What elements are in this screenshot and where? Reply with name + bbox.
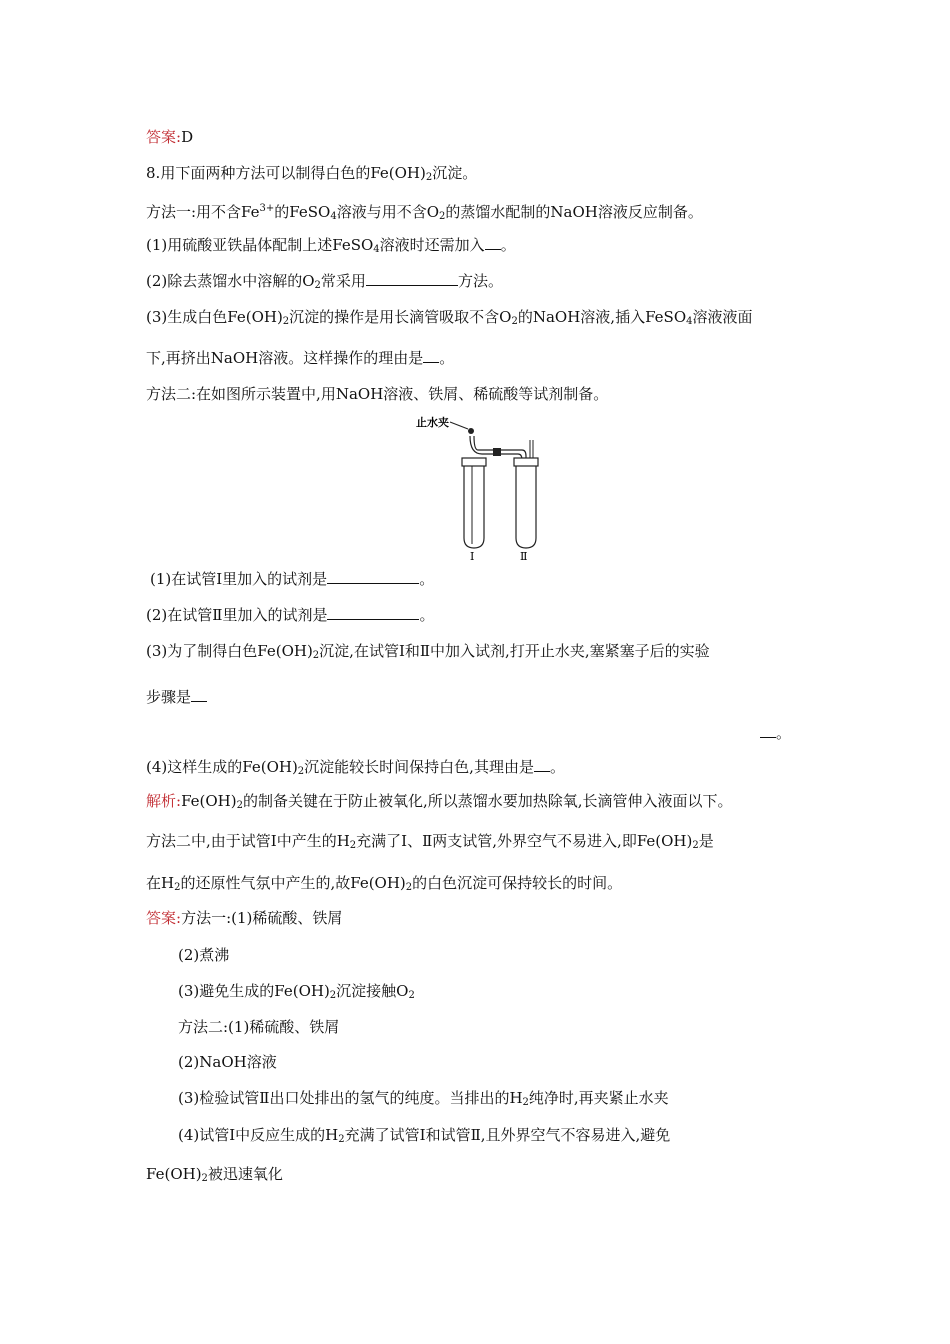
- method1-q2: [146, 271, 503, 296]
- test-tube-2: [516, 466, 536, 548]
- text: 的NaOH溶液,插入FeSO: [517, 308, 687, 326]
- method1-q3: [146, 307, 753, 332]
- answer-line-2: (2)煮沸: [178, 946, 230, 964]
- text: 。: [419, 570, 435, 588]
- test-tube-1: [464, 466, 484, 548]
- text: 。: [419, 606, 435, 624]
- answer-blank[interactable]: [423, 348, 439, 363]
- tube-2-label: Ⅱ: [520, 550, 528, 560]
- method1-q3-cont: [146, 348, 454, 368]
- text: 下,再挤出NaOH溶液。这样操作的理由是: [146, 349, 424, 367]
- text: 沉淀接触O: [336, 982, 409, 1000]
- text: (1)在试管Ⅰ里加入的试剂是: [150, 570, 328, 588]
- answer-line-8: [146, 1164, 283, 1189]
- text: Fe(OH): [181, 792, 237, 810]
- answer-line-4: 方法二:(1)稀硫酸、铁屑: [178, 1018, 340, 1036]
- subscript: 2: [282, 316, 290, 327]
- subscript: 2: [236, 800, 243, 811]
- subscript: 4: [330, 211, 337, 222]
- analysis-line-1: [146, 791, 733, 816]
- text: 纯净时,再夹紧止水夹: [528, 1089, 669, 1107]
- analysis-line-3: [146, 873, 622, 898]
- text: 沉淀的操作是用长滴管吸取不含O: [289, 308, 512, 326]
- answer-line-7: [178, 1125, 670, 1150]
- method2-q3-end: [760, 723, 791, 743]
- text: 方法二中,由于试管Ⅰ中产生的H: [146, 832, 350, 850]
- answer-line-3: [178, 981, 415, 1006]
- text: 用下面两种方法可以制得白色的Fe(OH): [160, 164, 426, 182]
- text: (3)检验试管Ⅱ出口处排出的氢气的纯度。当排出的H: [178, 1089, 523, 1107]
- subscript: 2: [439, 211, 446, 222]
- text: 常采用: [320, 272, 366, 290]
- subscript: 2: [522, 1097, 529, 1108]
- text: 的FeSO: [274, 203, 331, 221]
- answer-line-1: [146, 908, 342, 928]
- text: 。: [500, 236, 516, 254]
- text: 在H: [146, 874, 175, 892]
- text: 充满了试管Ⅰ和试管Ⅱ,且外界空气不容易进入,避免: [344, 1126, 671, 1144]
- subscript: 2: [511, 316, 518, 327]
- method1-q1: [146, 235, 516, 260]
- clamp-label: 止水夹: [416, 416, 449, 429]
- text: 方法一:(1)稀硫酸、铁屑: [181, 909, 343, 927]
- text: 。: [776, 724, 792, 742]
- text: (2)除去蒸馏水中溶解的O: [146, 272, 315, 290]
- text: 沉淀。: [432, 164, 478, 182]
- method2-desc: 方法二:在如图所示装置中,用NaOH溶液、铁屑、稀硫酸等试剂制备。: [146, 385, 609, 403]
- text: 。: [439, 349, 455, 367]
- method2-q3: [146, 641, 710, 666]
- clamp-pointer: [450, 422, 468, 429]
- analysis-line-2: [146, 831, 714, 856]
- text: 充满了Ⅰ、Ⅱ两支试管,外界空气不易进入,即Fe(OH): [356, 832, 693, 850]
- text: (1)用硫酸亚铁晶体配制上述FeSO: [146, 236, 374, 254]
- test-tube-apparatus-figure: [410, 410, 550, 560]
- question-number: 8.: [146, 164, 161, 182]
- text: 方法。: [457, 272, 503, 290]
- text: 的还原性气氛中产生的,故Fe(OH): [180, 874, 406, 892]
- method2-q1: [150, 569, 434, 589]
- text: (3)为了制得白色Fe(OH): [146, 642, 313, 660]
- subscript: 2: [349, 840, 357, 851]
- answer-label: 答案:: [146, 128, 182, 146]
- answer-blank[interactable]: [760, 723, 776, 738]
- stopper-1: [462, 458, 486, 466]
- method2-q4: [146, 757, 565, 782]
- text: 。: [549, 758, 565, 776]
- text: 的白色沉淀可保持较长的时间。: [412, 874, 623, 892]
- subscript: 4: [686, 316, 693, 327]
- q7-answer: [146, 127, 193, 147]
- text: 方法一:用不含Fe: [146, 203, 260, 221]
- answer-value: D: [181, 128, 194, 146]
- superscript: 3+: [259, 203, 275, 214]
- text: (2)在试管Ⅱ里加入的试剂是: [146, 606, 328, 624]
- text: 溶液与用不含O: [336, 203, 440, 221]
- answer-label: 答案:: [146, 909, 182, 927]
- text: (4)试管Ⅰ中反应生成的H: [178, 1126, 339, 1144]
- answer-blank[interactable]: [327, 569, 419, 584]
- method2-q2: [146, 605, 434, 625]
- text: (4)这样生成的Fe(OH): [146, 758, 298, 776]
- answer-blank[interactable]: [366, 271, 458, 286]
- text: 步骤是: [146, 688, 192, 706]
- answer-blank[interactable]: [327, 605, 419, 620]
- answer-blank[interactable]: [485, 235, 501, 250]
- text: 被迅速氧化: [207, 1165, 283, 1183]
- answer-blank[interactable]: [534, 757, 550, 772]
- text: (3)生成白色Fe(OH): [146, 308, 283, 326]
- subscript: 2: [408, 990, 415, 1001]
- answer-blank[interactable]: [191, 687, 207, 702]
- method1-desc: [146, 199, 703, 227]
- text: Fe(OH): [146, 1165, 202, 1183]
- answer-line-5: (2)NaOH溶液: [178, 1053, 277, 1071]
- subscript: 2: [329, 990, 337, 1001]
- answer-line-6: [178, 1088, 669, 1113]
- subscript: 2: [338, 1134, 345, 1145]
- subscript: 2: [405, 882, 413, 893]
- subscript: 2: [297, 766, 305, 777]
- subscript: 2: [312, 650, 320, 661]
- stopper-2: [514, 458, 538, 466]
- text: (3)避免生成的Fe(OH): [178, 982, 330, 1000]
- text: 的蒸馏水配制的NaOH溶液反应制备。: [445, 203, 703, 221]
- tube-1-label: Ⅰ: [470, 550, 475, 560]
- subscript: 2: [201, 1173, 208, 1184]
- method2-q3-cont: [146, 687, 207, 707]
- text: 沉淀,在试管Ⅰ和Ⅱ中加入试剂,打开止水夹,塞紧塞子后的实验: [319, 642, 710, 660]
- text: 溶液时还需加入: [379, 236, 485, 254]
- subscript: 2: [314, 280, 321, 291]
- text: 溶液液面: [692, 308, 753, 326]
- text: 的制备关键在于防止被氧化,所以蒸馏水要加热除氧,长滴管伸入液面以下。: [242, 792, 733, 810]
- clamp-icon: [468, 428, 474, 434]
- text: 是: [698, 832, 714, 850]
- subscript: 2: [692, 840, 699, 851]
- subscript: 2: [174, 882, 181, 893]
- rubber-joint: [493, 448, 501, 456]
- q8-stem: [146, 163, 477, 188]
- text: 沉淀能较长时间保持白色,其理由是: [304, 758, 534, 776]
- subscript: 2: [425, 172, 433, 183]
- subscript: 4: [373, 244, 380, 255]
- analysis-label: 解析:: [146, 792, 182, 810]
